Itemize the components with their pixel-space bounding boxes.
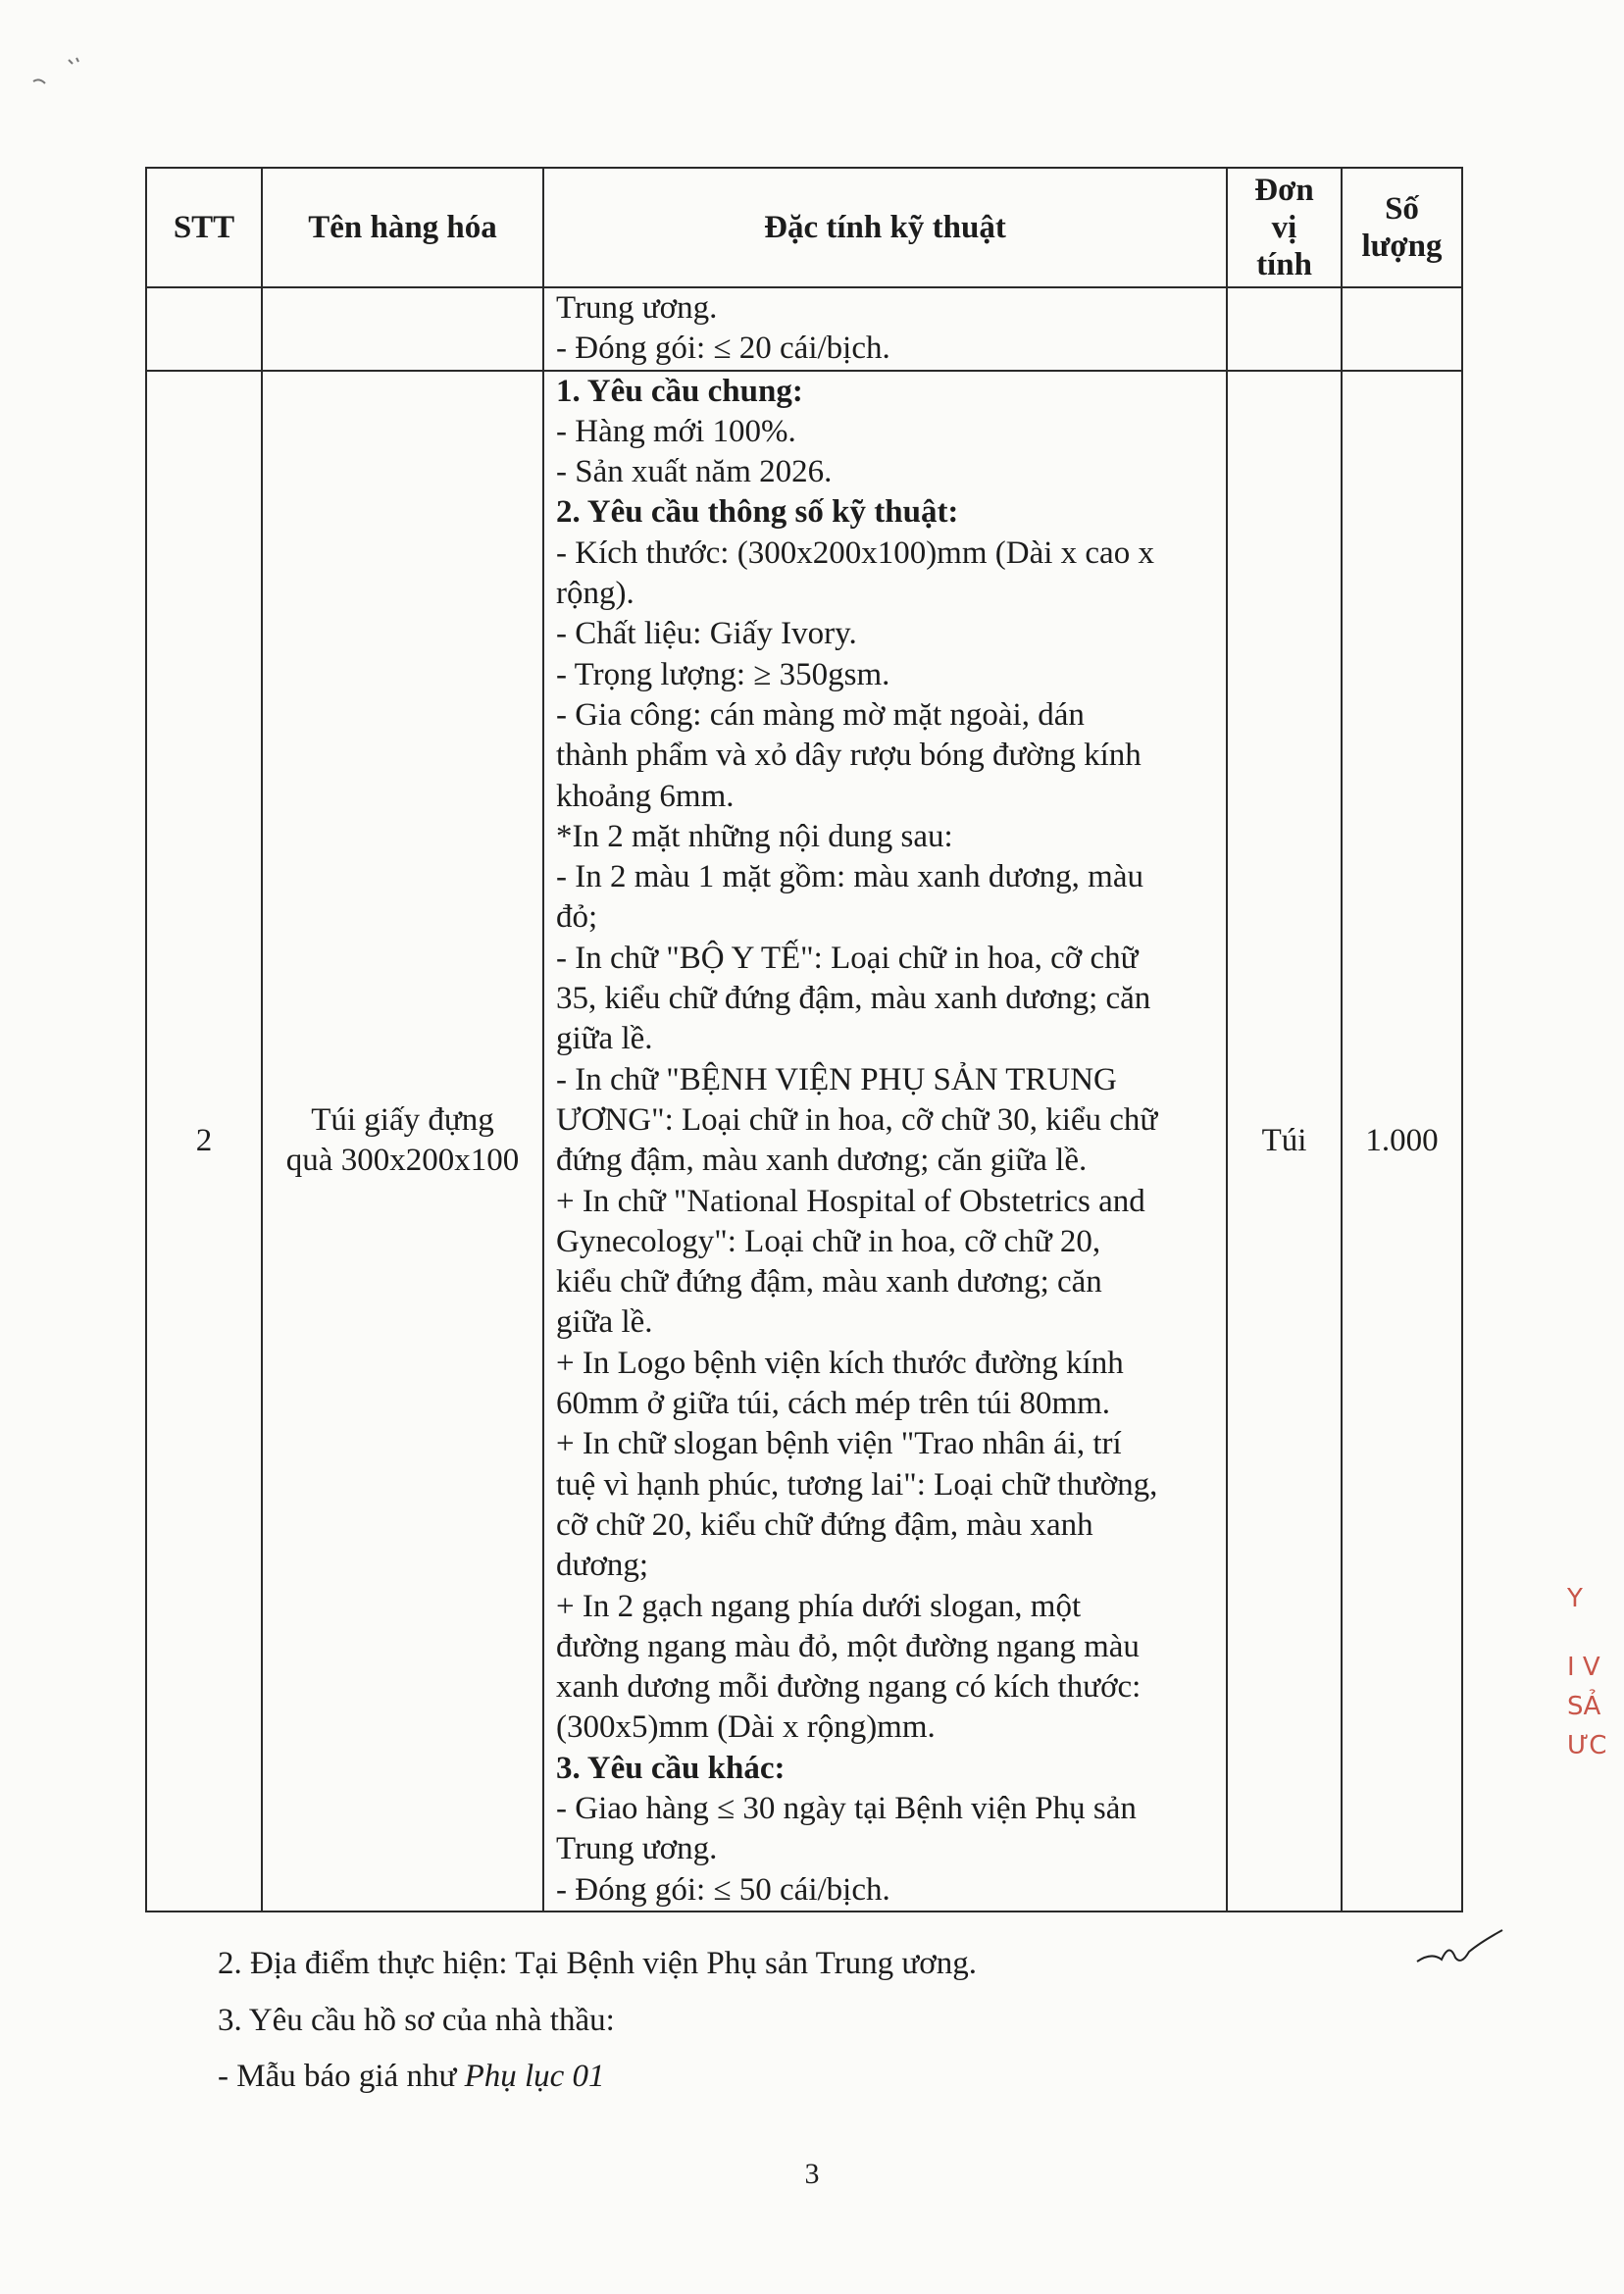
spec-line: - In 2 màu 1 mặt gồm: màu xanh dương, màu (556, 859, 1143, 895)
spec-line: - Sản xuất năm 2026. (556, 454, 833, 490)
header-quantity-line: lượng (1361, 229, 1443, 264)
header-quantity-line: Số (1385, 191, 1419, 227)
spec-line: - Chất liệu: Giấy Ivory. (556, 616, 857, 652)
spec-line: dương; (556, 1548, 649, 1584)
spec-line: - In chữ "BỆNH VIỆN PHỤ SẢN TRUNG (556, 1061, 1117, 1097)
spec-line: - Hàng mới 100%. (556, 413, 796, 449)
spec-line: - In chữ "BỘ Y TẾ": Loại chữ in hoa, cỡ chữ (556, 940, 1139, 976)
header-unit (1227, 168, 1342, 287)
spec-line: thành phẩm và xỏ dây rượu bóng đường kính (556, 738, 1142, 774)
header-unit-line: vị (1271, 210, 1297, 245)
spec-line: Trung ương. (556, 1831, 718, 1867)
item-name-line: quà 300x200x100 (285, 1143, 520, 1179)
header-quantity (1342, 168, 1462, 287)
spec-line: rộng). (556, 576, 634, 612)
spec-line: - Giao hàng ≤ 30 ngày tại Bệnh viện Phụ sản (556, 1790, 1137, 1826)
header-stt: STT (146, 168, 262, 287)
handwritten-signature (1412, 1922, 1510, 1981)
item-name-line: Túi giấy đựng (311, 1101, 494, 1138)
cell-unit-empty (1227, 287, 1342, 371)
table-row-continuation (146, 287, 1462, 371)
spec-line: Trung ương. (556, 290, 718, 326)
cell-item-name (262, 371, 543, 1912)
cell-specification (543, 371, 1227, 1912)
spec-section-heading: 1. Yêu cầu chung: (556, 373, 803, 409)
spec-line: - Trọng lượng: ≥ 350gsm. (556, 656, 890, 692)
spec-line: + In Logo bệnh viện kích thước đường kính (556, 1345, 1124, 1381)
table-row-item-2 (146, 371, 1462, 1912)
spec-line: cỡ chữ 20, kiểu chữ đứng đậm, màu xanh (556, 1506, 1093, 1543)
location-paragraph: 2. Địa điểm thực hiện: Tại Bệnh viện Phụ sản Trung ương. (218, 1946, 977, 1981)
header-specification: Đặc tính kỹ thuật (543, 168, 1227, 287)
stamp-text: I V (1567, 1653, 1600, 1682)
header-unit-line: Đơn (1254, 173, 1314, 208)
spec-line: đường ngang màu đỏ, một đường ngang màu (556, 1628, 1140, 1664)
requirements-heading: 3. Yêu cầu hồ sơ của nhà thầu: (218, 2003, 615, 2038)
cell-quantity: 1.000 (1342, 371, 1462, 1912)
spec-line: - Đóng gói: ≤ 50 cái/bịch. (556, 1871, 890, 1908)
stamp-text: SẢ (1567, 1692, 1601, 1721)
table-header-row (146, 168, 1462, 287)
spec-line: 35, kiểu chữ đứng đậm, màu xanh dương; căn (556, 981, 1151, 1017)
spec-section-heading: 2. Yêu cầu thông số kỹ thuật: (556, 494, 959, 531)
spec-line: Gynecology": Loại chữ in hoa, cỡ chữ 20, (556, 1223, 1101, 1259)
header-item-name: Tên hàng hóa (262, 168, 543, 287)
spec-line: tuệ vì hạnh phúc, tương lai": Loại chữ thường, (556, 1466, 1158, 1503)
spec-line: + In 2 gạch ngang phía dưới slogan, một (556, 1588, 1082, 1624)
scan-speck-mark (29, 54, 88, 93)
red-stamp-fragment (1567, 1579, 1616, 1765)
spec-line: ƯƠNG": Loại chữ in hoa, cỡ chữ 30, kiểu chữ (556, 1101, 1158, 1138)
spec-line: *In 2 mặt những nội dung sau: (556, 818, 953, 854)
cell-stt-empty (146, 287, 262, 371)
spec-line: (300x5)mm (Dài x rộng)mm. (556, 1709, 936, 1746)
spec-line: - Gia công: cán màng mờ mặt ngoài, dán (556, 696, 1085, 733)
spec-line: 60mm ở giữa túi, cách mép trên túi 80mm. (556, 1386, 1111, 1422)
spec-line: đứng đậm, màu xanh dương; căn giữa lề. (556, 1143, 1088, 1179)
stamp-text: Y (1567, 1584, 1583, 1613)
specification-table (145, 167, 1463, 1912)
header-unit-line: tính (1256, 247, 1312, 282)
stamp-text: ƯC (1567, 1731, 1607, 1760)
spec-line: + In chữ slogan bệnh viện "Trao nhân ái, trí (556, 1426, 1122, 1462)
spec-line: khoảng 6mm. (556, 778, 735, 814)
quote-paragraph (218, 2057, 605, 2096)
spec-line: - Đóng gói: ≤ 20 cái/bịch. (556, 331, 890, 367)
page-number: 3 (804, 2158, 820, 2190)
continuation-spec-cell (543, 287, 1227, 371)
spec-line: giữa lề. (556, 1021, 653, 1057)
cell-qty-empty (1342, 287, 1462, 371)
spec-line: kiểu chữ đứng đậm, màu xanh dương; căn (556, 1264, 1102, 1300)
spec-line: xanh dương mỗi đường ngang có kích thước: (556, 1669, 1142, 1706)
cell-stt: 2 (146, 371, 262, 1912)
appendix-reference: Phụ lục 01 (464, 2059, 605, 2094)
spec-line: đỏ; (556, 899, 598, 936)
spec-line: + In chữ "National Hospital of Obstetrics and (556, 1183, 1145, 1219)
spec-line: - Kích thước: (300x200x100)mm (Dài x cao x (556, 535, 1154, 571)
spec-section-heading: 3. Yêu cầu khác: (556, 1750, 786, 1786)
cell-name-empty (262, 287, 543, 371)
quote-prefix: - Mẫu báo giá như (218, 2059, 465, 2094)
spec-line: giữa lề. (556, 1304, 653, 1341)
cell-unit: Túi (1227, 371, 1342, 1912)
